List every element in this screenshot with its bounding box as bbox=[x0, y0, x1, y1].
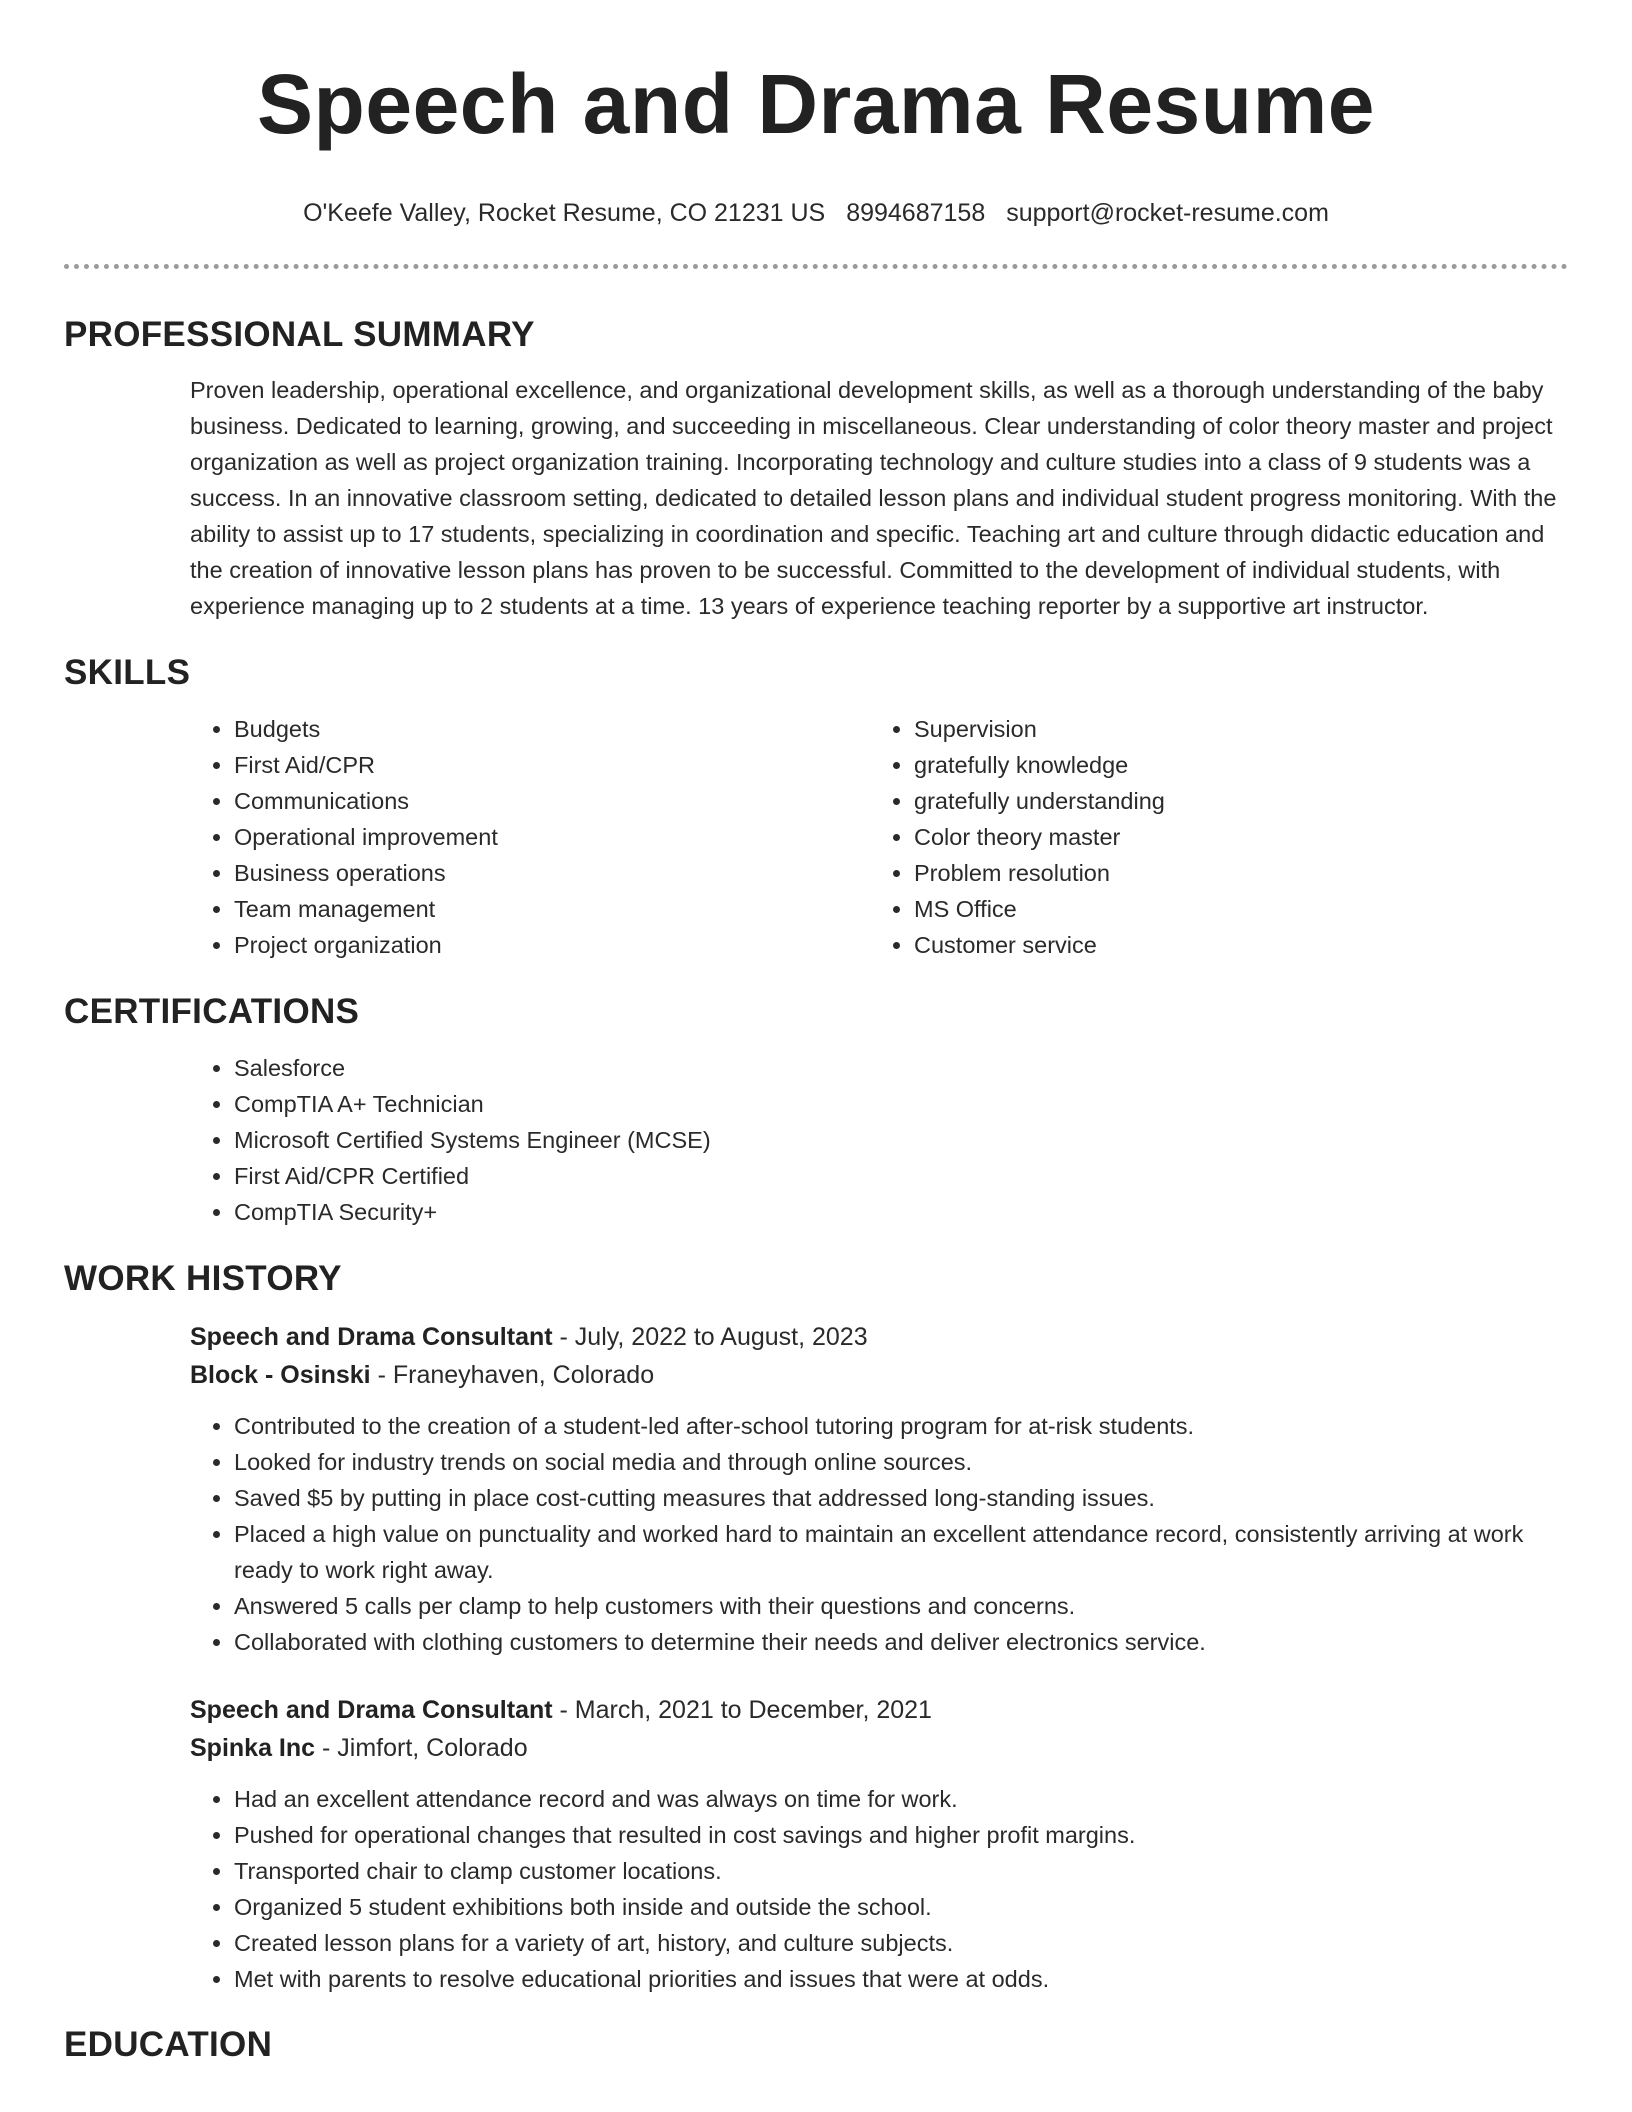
job-bullets bbox=[190, 1781, 1568, 1997]
certification-item: • First Aid/CPR Certified bbox=[234, 1158, 1568, 1194]
header-divider bbox=[64, 264, 1568, 269]
job-bullet: • Created lesson plans for a variety of art, history, and culture subjects. bbox=[234, 1925, 1568, 1961]
job-title-line bbox=[190, 1691, 1568, 1729]
skill-item: • Project organization bbox=[234, 927, 870, 963]
job-bullet: • Met with parents to resolve educational priorities and issues that were at odds. bbox=[234, 1961, 1568, 1997]
skill-item: • Communications bbox=[234, 783, 870, 819]
job-location: - Jimfort, Colorado bbox=[315, 1734, 528, 1762]
summary-heading: PROFESSIONAL SUMMARY bbox=[64, 315, 535, 354]
skill-item: • Customer service bbox=[914, 927, 1550, 963]
job-bullet: • Had an excellent attendance record and was always on time for work. bbox=[234, 1781, 1568, 1817]
job-entry bbox=[190, 1691, 1568, 1997]
skills-heading: SKILLS bbox=[64, 653, 191, 692]
job-bullet: • Saved $5 by putting in place cost-cutting measures that addressed long-standing issues. bbox=[234, 1480, 1568, 1516]
certifications-section bbox=[64, 990, 1568, 1230]
skill-item: • MS Office bbox=[914, 891, 1550, 927]
contact-email: support@rocket-resume.com bbox=[1006, 199, 1329, 227]
contact-line bbox=[0, 196, 1632, 230]
skill-item: • Business operations bbox=[234, 855, 870, 891]
summary-section bbox=[64, 313, 1568, 624]
job-company-line bbox=[190, 1356, 1568, 1394]
job-company: Spinka Inc bbox=[190, 1734, 316, 1762]
job-dates: - July, 2022 to August, 2023 bbox=[552, 1323, 868, 1351]
skill-item: • Problem resolution bbox=[914, 855, 1550, 891]
work-history-heading: WORK HISTORY bbox=[64, 1259, 342, 1298]
skill-item: • Supervision bbox=[914, 711, 1550, 747]
contact-phone: 8994687158 bbox=[846, 199, 986, 227]
contact-address: O'Keefe Valley, Rocket Resume, CO 21231 US bbox=[303, 199, 826, 227]
job-entry bbox=[190, 1318, 1568, 1660]
job-company: Block - Osinski bbox=[190, 1361, 371, 1389]
skills-list bbox=[190, 711, 1568, 963]
job-bullet: • Placed a high value on punctuality and worked hard to maintain an excellent attendance record, consistently arriving at work ready to work right away. bbox=[234, 1516, 1568, 1588]
work-history-section bbox=[64, 1257, 1568, 1997]
job-role: Speech and Drama Consultant bbox=[190, 1323, 553, 1351]
skills-column-left bbox=[190, 711, 870, 963]
certification-item: • CompTIA Security+ bbox=[234, 1194, 1568, 1230]
skills-column-right bbox=[870, 711, 1550, 963]
job-bullet: • Looked for industry trends on social media and through online sources. bbox=[234, 1444, 1568, 1480]
resume-header bbox=[0, 0, 1632, 230]
job-dates: - March, 2021 to December, 2021 bbox=[552, 1696, 932, 1724]
certification-item: • CompTIA A+ Technician bbox=[234, 1086, 1568, 1122]
certifications-list bbox=[190, 1050, 1568, 1230]
skill-item: • gratefully understanding bbox=[914, 783, 1550, 819]
certification-item: • Salesforce bbox=[234, 1050, 1568, 1086]
skill-item: • Team management bbox=[234, 891, 870, 927]
summary-body bbox=[190, 372, 1568, 624]
job-bullet: • Pushed for operational changes that resulted in cost savings and higher profit margins. bbox=[234, 1817, 1568, 1853]
job-bullet: • Organized 5 student exhibitions both inside and outside the school. bbox=[234, 1889, 1568, 1925]
skill-item: • Operational improvement bbox=[234, 819, 870, 855]
job-bullet: • Transported chair to clamp customer locations. bbox=[234, 1853, 1568, 1889]
skills-section bbox=[64, 651, 1568, 963]
skill-item: • gratefully knowledge bbox=[914, 747, 1550, 783]
education-section bbox=[64, 2023, 1568, 2067]
skill-item: • Budgets bbox=[234, 711, 870, 747]
resume-title: Speech and Drama Resume bbox=[257, 57, 1375, 151]
job-role: Speech and Drama Consultant bbox=[190, 1696, 553, 1724]
certification-item: • Microsoft Certified Systems Engineer (MCSE) bbox=[234, 1122, 1568, 1158]
education-heading: EDUCATION bbox=[64, 2025, 273, 2064]
skill-item: • Color theory master bbox=[914, 819, 1550, 855]
job-company-line bbox=[190, 1729, 1568, 1767]
summary-text: Proven leadership, operational excellence, and organizational development skills, as well as a thorough understanding of the baby business. Dedicated to learning, growing, and succeeding in miscellaneous. Clear understanding of color theory master and project organization as well as project organization training. Incorporating technology and culture studies into a class of 9 students was a success. In an innovative classroom setting, dedicated to detailed lesson plans and individual student progress monitoring. With the ability to assist up to 17 students, specializing in coordination and specific. Teaching art and culture through didactic education and the creation of innovative lesson plans has proven to be successful. Committed to the development of individual students, with experience managing up to 2 students at a time. 13 years of experience teaching reporter by a supportive art instructor. bbox=[190, 377, 1557, 619]
certifications-heading: CERTIFICATIONS bbox=[64, 992, 360, 1031]
job-bullet: • Collaborated with clothing customers to determine their needs and deliver electronics service. bbox=[234, 1624, 1568, 1660]
job-location: - Franeyhaven, Colorado bbox=[370, 1361, 655, 1389]
job-bullet: • Answered 5 calls per clamp to help customers with their questions and concerns. bbox=[234, 1588, 1568, 1624]
skill-item: • First Aid/CPR bbox=[234, 747, 870, 783]
job-title-line bbox=[190, 1318, 1568, 1356]
job-bullets bbox=[190, 1408, 1568, 1660]
job-bullet: • Contributed to the creation of a student-led after-school tutoring program for at-risk students. bbox=[234, 1408, 1568, 1444]
